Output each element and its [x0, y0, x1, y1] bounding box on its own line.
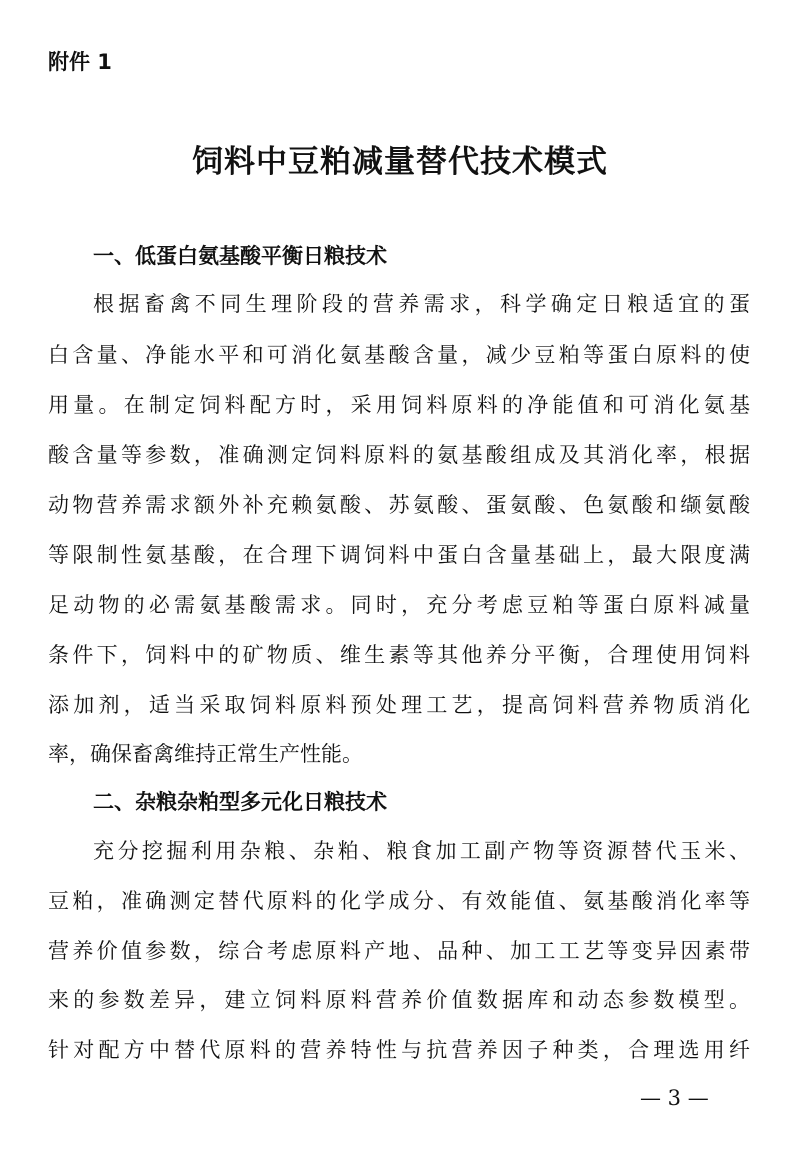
- paragraph-line: 来的参数差异，建立饲料原料营养价值数据库和动态参数模型。: [48, 988, 750, 1012]
- paragraph-line: 添加剂，适当采取饲料原料预处理工艺，提高饲料营养物质消化: [48, 693, 750, 717]
- paragraph-line: 条件下，饲料中的矿物质、维生素等其他养分平衡，合理使用饲料: [48, 643, 750, 667]
- paragraph-line: 豆粕，准确测定替代原料的化学成分、有效能值、氨基酸消化率等: [48, 889, 750, 913]
- section-heading-2: 二、杂粮杂粕型多元化日粮技术: [93, 790, 387, 814]
- paragraph-line: 足动物的必需氨基酸需求。同时，充分考虑豆粕等蛋白原料减量: [48, 593, 750, 617]
- paragraph-line: 针对配方中替代原料的营养特性与抗营养因子种类，合理选用纤: [48, 1038, 750, 1062]
- paragraph-line: 营养价值参数，综合考虑原料产地、品种、加工工艺等变异因素带: [48, 939, 750, 963]
- paragraph-line: 白含量、净能水平和可消化氨基酸含量，减少豆粕等蛋白原料的使: [48, 343, 750, 367]
- paragraph-line: 率，确保畜禽维持正常生产性能。: [48, 742, 363, 766]
- page-number: — 3 —: [640, 1086, 709, 1110]
- paragraph-line: 用量。在制定饲料配方时，采用饲料原料的净能值和可消化氨基: [48, 393, 750, 417]
- paragraph-line: 充分挖掘利用杂粮、杂粕、粮食加工副产物等资源替代玉米、: [93, 839, 750, 863]
- section-heading-1: 一、低蛋白氨基酸平衡日粮技术: [93, 244, 387, 268]
- page-title: 饲料中豆粕减量替代技术模式: [192, 144, 608, 180]
- paragraph-line: 等限制性氨基酸，在合理下调饲料中蛋白含量基础上，最大限度满: [48, 543, 750, 567]
- paragraph-line: 根据畜禽不同生理阶段的营养需求，科学确定日粮适宜的蛋: [93, 292, 750, 316]
- paragraph-line: 酸含量等参数，准确测定饲料原料的氨基酸组成及其消化率，根据: [48, 443, 750, 467]
- paragraph-line: 动物营养需求额外补充赖氨酸、苏氨酸、蛋氨酸、色氨酸和缬氨酸: [48, 493, 750, 517]
- attachment-label: 附件 1: [48, 50, 112, 74]
